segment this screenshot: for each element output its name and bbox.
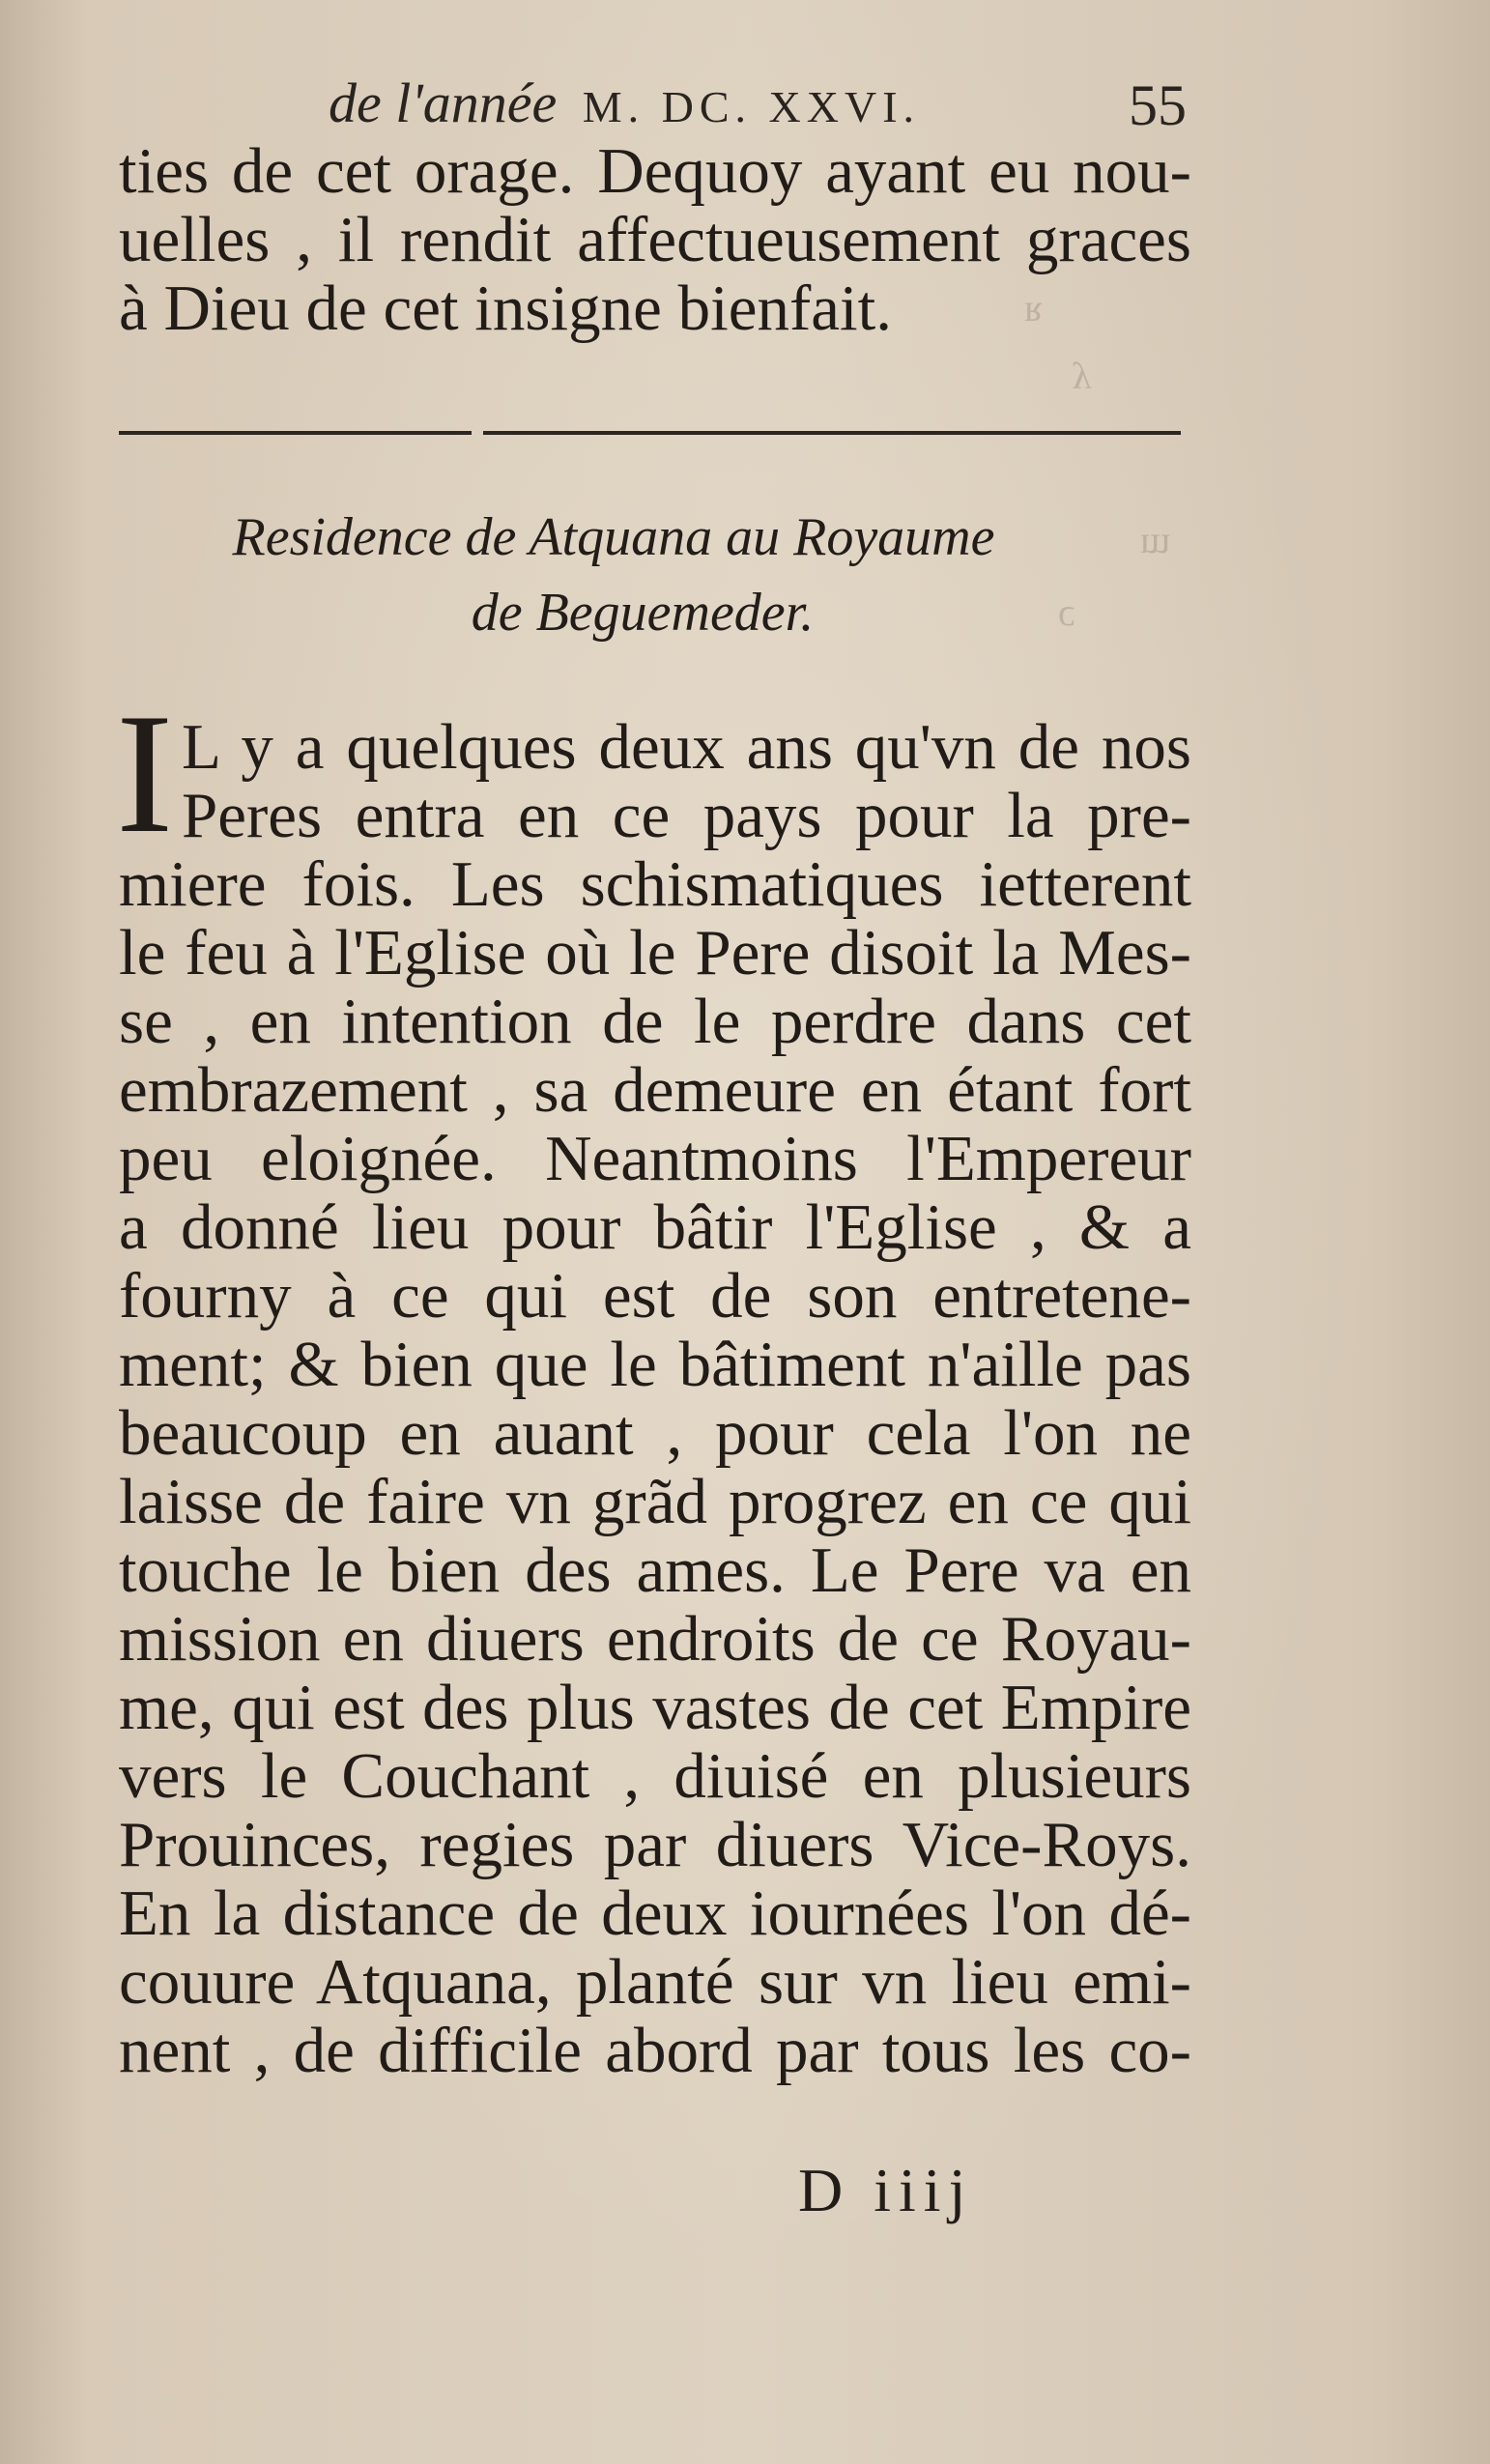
text-line: mission en diuers endroits de ce Royau- [119,1603,1191,1675]
running-head [329,70,1198,137]
text-line: En la distance de deux iournées l'on dé- [119,1877,1191,1949]
text-line: couure Atquana, planté sur vn lieu emi- [119,1946,1191,2018]
previous-section-text [119,137,1191,343]
text-line: à Dieu de cet insigne bienfait. [119,272,892,344]
section-heading-line: de Beguemeder. [471,583,815,643]
signature-mark: D iiij [798,2156,974,2224]
text-line: beaucoup en auant , pour cela l'on ne [119,1397,1191,1469]
text-line: le feu à l'Eglise où le Pere disoit la Mes- [119,917,1191,988]
bleed-through-mark: ᴚ [1024,286,1043,329]
bleed-through-mark: ʎ [1073,354,1092,397]
text-line: Prouinces, regies par diuers Vice-Roys. [119,1809,1191,1880]
text-line: touche le bien des ames. Le Pere va en [119,1534,1191,1606]
text-line: miere fois. Les schismatiques ietterent [119,848,1191,920]
text-line: uelles , il rendit affectueusement graces [119,204,1191,275]
text-line: vers le Couchant , diuisé en plusieurs [119,1740,1191,1812]
text-line: nent , de difficile abord par tous les co- [119,2015,1191,2086]
section-divider-rule [483,431,1181,435]
section-divider-rule [119,431,472,435]
text-line: se , en intention de le perdre dans cet [119,986,1191,1057]
bleed-through-mark: ɔ [1058,590,1075,634]
drop-cap: I [116,677,174,869]
text-line: fourny à ce qui est de son entretene- [119,1260,1191,1332]
text-line: laisse de faire vn grãd progrez en ce qui [119,1466,1191,1537]
text-line: embrazement , sa demeure en étant fort [119,1054,1191,1126]
running-head-title: de l'année [329,72,558,134]
section-body-text [119,713,1191,2085]
text-line: me, qui est des plus vastes de cet Empire [119,1672,1191,1743]
bleed-through-mark: ɯ [1140,518,1171,561]
text-line: Peres entra en ce pays pour la pre- [182,780,1191,851]
page-number: 55 [1129,73,1187,137]
section-heading [145,500,1111,650]
running-head-year: M. DC. XXVI. [582,82,921,131]
text-line: ment; & bien que le bâtiment n'aille pas [119,1329,1191,1400]
text-line: a donné lieu pour bâtir l'Eglise , & a [119,1191,1191,1263]
section-heading-line: Residence de Atquana au Royaume [232,507,995,567]
text-line: peu eloignée. Neantmoins l'Empereur [119,1123,1191,1194]
text-line: L y a quelques deux ans qu'vn de nos [182,711,1191,783]
text-line: ties de cet orage. Dequoy ayant eu nou- [119,135,1191,207]
